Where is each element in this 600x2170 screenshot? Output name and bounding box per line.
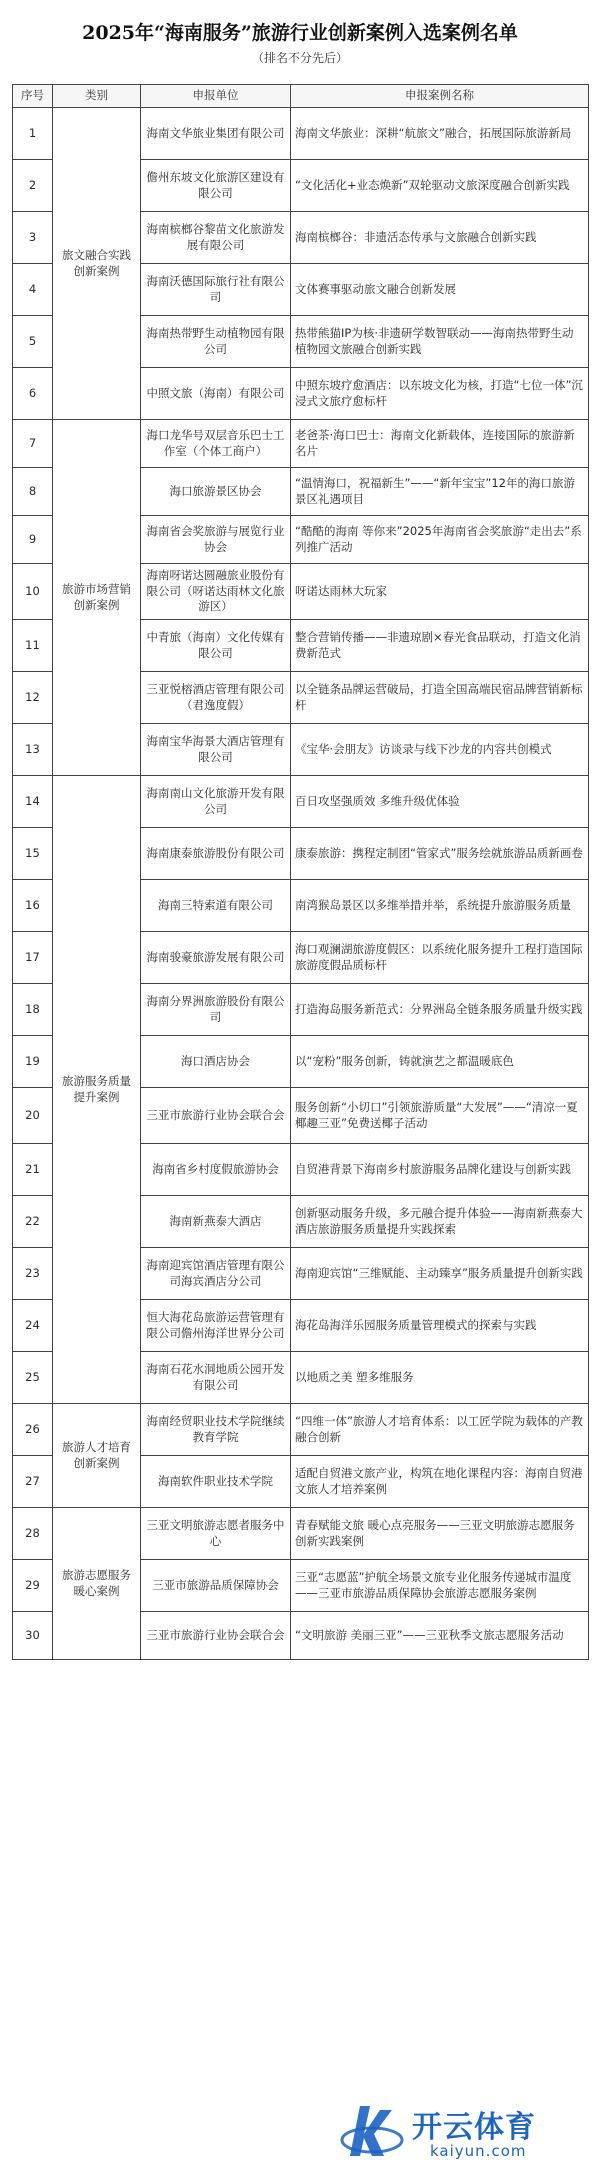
table-row — [13, 108, 589, 160]
header-case-name: 申报案例名称 — [291, 85, 589, 108]
row-number: 4 — [13, 264, 53, 316]
case-name: “四维一体”旅游人才培育体系：以工匠学院为载体的产教融合创新 — [291, 1404, 589, 1456]
category-cell: 旅游志愿服务暖心案例 — [53, 1508, 141, 1660]
case-name: “酷酷的海南 等你来”2025年海南省会奖旅游“走出去”系列推广活动 — [291, 516, 589, 564]
row-number: 14 — [13, 776, 53, 828]
applicant-unit: 三亚市旅游品质保障协会 — [141, 1560, 291, 1612]
row-number: 7 — [13, 420, 53, 468]
case-name: 海南槟榔谷：非遗活态传承与文旅融合创新实践 — [291, 212, 589, 264]
row-number: 3 — [13, 212, 53, 264]
applicant-unit: 中青旅（海南）文化传媒有限公司 — [141, 620, 291, 672]
applicant-unit: 海南康泰旅游股份有限公司 — [141, 828, 291, 880]
row-number: 15 — [13, 828, 53, 880]
header-no: 序号 — [13, 85, 53, 108]
applicant-unit: 三亚市旅游行业协会联合会 — [141, 1612, 291, 1660]
applicant-unit: 海南宝华海景大酒店管理有限公司 — [141, 724, 291, 776]
case-name: 康泰旅游：携程定制团“管家式”服务绘就旅游品质新画卷 — [291, 828, 589, 880]
row-number: 24 — [13, 1300, 53, 1352]
applicant-unit: 海南省会奖旅游与展览行业协会 — [141, 516, 291, 564]
applicant-unit: 儋州东坡文化旅游区建设有限公司 — [141, 160, 291, 212]
case-name: 《宝华·会朋友》访谈录与线下沙龙的内容共创模式 — [291, 724, 589, 776]
row-number: 2 — [13, 160, 53, 212]
case-name: 海花岛海洋乐园服务质量管理模式的探索与实践 — [291, 1300, 589, 1352]
row-number: 12 — [13, 672, 53, 724]
applicant-unit: 海南省乡村度假旅游协会 — [141, 1144, 291, 1196]
case-name: 青春赋能文旅 暖心点亮服务——三亚文明旅游志愿服务创新实践案例 — [291, 1508, 589, 1560]
row-number: 5 — [13, 316, 53, 368]
header-unit: 申报单位 — [141, 85, 291, 108]
case-name: 自贸港背景下海南乡村旅游服务品牌化建设与创新实践 — [291, 1144, 589, 1196]
row-number: 21 — [13, 1144, 53, 1196]
row-number: 22 — [13, 1196, 53, 1248]
row-number: 30 — [13, 1612, 53, 1660]
case-name: 海口观澜湖旅游度假区：以系统化服务提升工程打造国际旅游度假品质标杆 — [291, 932, 589, 984]
page-title: 2025年“海南服务”旅游行业创新案例入选案例名单 — [82, 22, 518, 44]
table-row — [13, 776, 589, 828]
row-number: 8 — [13, 468, 53, 516]
row-number: 9 — [13, 516, 53, 564]
case-name: 热带熊猫IP为核·非遗研学数智联动——海南热带野生动植物园文旅融合创新实践 — [291, 316, 589, 368]
applicant-unit: 海南槟榔谷黎苗文化旅游发展有限公司 — [141, 212, 291, 264]
applicant-unit: 海南软件职业技术学院 — [141, 1456, 291, 1508]
row-number: 17 — [13, 932, 53, 984]
case-name: 以地质之美 塑多维服务 — [291, 1352, 589, 1404]
applicant-unit: 中照文旅（海南）有限公司 — [141, 368, 291, 420]
watermark-brand: 开云体育 — [412, 2110, 536, 2145]
case-name: 中照东坡疗愈酒店：以东坡文化为核，打造“七位一体”沉浸式文旅疗愈标杆 — [291, 368, 589, 420]
applicant-unit: 海南呀诺达圆融旅业股份有限公司（呀诺达雨林文化旅游区） — [141, 564, 291, 620]
row-number: 28 — [13, 1508, 53, 1560]
row-number: 27 — [13, 1456, 53, 1508]
applicant-unit: 恒大海花岛旅游运营管理有限公司儋州海洋世界分公司 — [141, 1300, 291, 1352]
row-number: 26 — [13, 1404, 53, 1456]
case-name: 服务创新“小切口”引领旅游质量“大发展”——“清凉一夏 椰趣三亚”免费送椰子活动 — [291, 1088, 589, 1144]
case-name: 以全链条品牌运营破局，打造全国高端民宿品牌营销新标杆 — [291, 672, 589, 724]
page-subtitle: （排名不分先后） — [251, 51, 348, 65]
case-name: 南湾猴岛景区以多维举措并举，系统提升旅游服务质量 — [291, 880, 589, 932]
case-name: 呀诺达雨林大玩家 — [291, 564, 589, 620]
table-row — [13, 1404, 589, 1456]
row-number: 25 — [13, 1352, 53, 1404]
case-name: “温情海口，祝福新生”——“新年宝宝”12年的海口旅游景区礼遇项目 — [291, 468, 589, 516]
applicant-unit: 海南热带野生动植物园有限公司 — [141, 316, 291, 368]
case-name: 整合营销传播——非遗琼剧×春光食品联动，打造文化消费新范式 — [291, 620, 589, 672]
applicant-unit: 海南分界洲旅游股份有限公司 — [141, 984, 291, 1036]
applicant-unit: 海南石花水洞地质公园开发有限公司 — [141, 1352, 291, 1404]
case-name: 文体赛事驱动旅文融合创新发展 — [291, 264, 589, 316]
category-cell: 旅文融合实践创新案例 — [53, 108, 141, 420]
applicant-unit: 海南新燕泰大酒店 — [141, 1196, 291, 1248]
row-number: 20 — [13, 1088, 53, 1144]
case-name: 创新驱动服务升级，多元融合提升体验——海南新燕泰大酒店旅游服务质量提升实践探索 — [291, 1196, 589, 1248]
case-name: “文明旅游 美丽三亚”——三亚秋季文旅志愿服务活动 — [291, 1612, 589, 1660]
case-name: 适配自贸港文旅产业，构筑在地化课程内容：海南自贸港文旅人才培养案例 — [291, 1456, 589, 1508]
row-number: 1 — [13, 108, 53, 160]
case-name: 老爸茶·海口巴士：海南文化新载体，连接国际的旅游新名片 — [291, 420, 589, 468]
category-cell: 旅游服务质量提升案例 — [53, 776, 141, 1404]
applicant-unit: 海南沃德国际旅行社有限公司 — [141, 264, 291, 316]
applicant-unit: 海南迎宾馆酒店管理有限公司海宾酒店分公司 — [141, 1248, 291, 1300]
row-number: 11 — [13, 620, 53, 672]
case-name: 打造海岛服务新范式：分界洲岛全链条服务质量升级实践 — [291, 984, 589, 1036]
applicant-unit: 海南文华旅业集团有限公司 — [141, 108, 291, 160]
kaiyun-logo-icon — [338, 2100, 408, 2162]
case-name: 海南迎宾馆“三维赋能、主动臻享”服务质量提升创新实践 — [291, 1248, 589, 1300]
row-number: 19 — [13, 1036, 53, 1088]
watermark-url: kaiyun.com — [430, 2142, 527, 2160]
header-category: 类别 — [53, 85, 141, 108]
applicant-unit: 海南经贸职业技术学院继续教育学院 — [141, 1404, 291, 1456]
case-name: 三亚“志愿蓝”护航全场景文旅专业化服务传递城市温度——三亚市旅游品质保障协会旅游志愿服务案例 — [291, 1560, 589, 1612]
applicant-unit: 三亚市旅游行业协会联合会 — [141, 1088, 291, 1144]
row-number: 10 — [13, 564, 53, 620]
watermark — [338, 2098, 588, 2164]
row-number: 18 — [13, 984, 53, 1036]
row-number: 6 — [13, 368, 53, 420]
category-cell: 旅游市场营销创新案例 — [53, 420, 141, 776]
applicant-unit: 海南骏豪旅游发展有限公司 — [141, 932, 291, 984]
table-row — [13, 1508, 589, 1560]
applicant-unit: 海南南山文化旅游开发有限公司 — [141, 776, 291, 828]
table-header-row — [13, 85, 589, 108]
case-name: 百日攻坚强质效 多维升级优体验 — [291, 776, 589, 828]
case-name: 以“宠粉”服务创新，铸就演艺之都温暖底色 — [291, 1036, 589, 1088]
row-number: 23 — [13, 1248, 53, 1300]
row-number: 16 — [13, 880, 53, 932]
applicant-unit: 三亚文明旅游志愿者服务中心 — [141, 1508, 291, 1560]
table-body — [13, 108, 589, 1660]
row-number: 29 — [13, 1560, 53, 1612]
case-name: “文化活化+业态焕新”双轮驱动文旅深度融合创新实践 — [291, 160, 589, 212]
applicant-unit: 海南三特索道有限公司 — [141, 880, 291, 932]
applicant-unit: 海口旅游景区协会 — [141, 468, 291, 516]
case-name: 海南文华旅业：深耕“航旅文”融合，拓展国际旅游新局 — [291, 108, 589, 160]
table-row — [13, 420, 589, 468]
row-number: 13 — [13, 724, 53, 776]
case-list-table — [12, 84, 589, 1660]
category-cell: 旅游人才培育创新案例 — [53, 1404, 141, 1508]
applicant-unit: 海口龙华号双层音乐巴士工作室（个体工商户） — [141, 420, 291, 468]
applicant-unit: 海口酒店协会 — [141, 1036, 291, 1088]
applicant-unit: 三亚悦榕酒店管理有限公司（君逸度假） — [141, 672, 291, 724]
